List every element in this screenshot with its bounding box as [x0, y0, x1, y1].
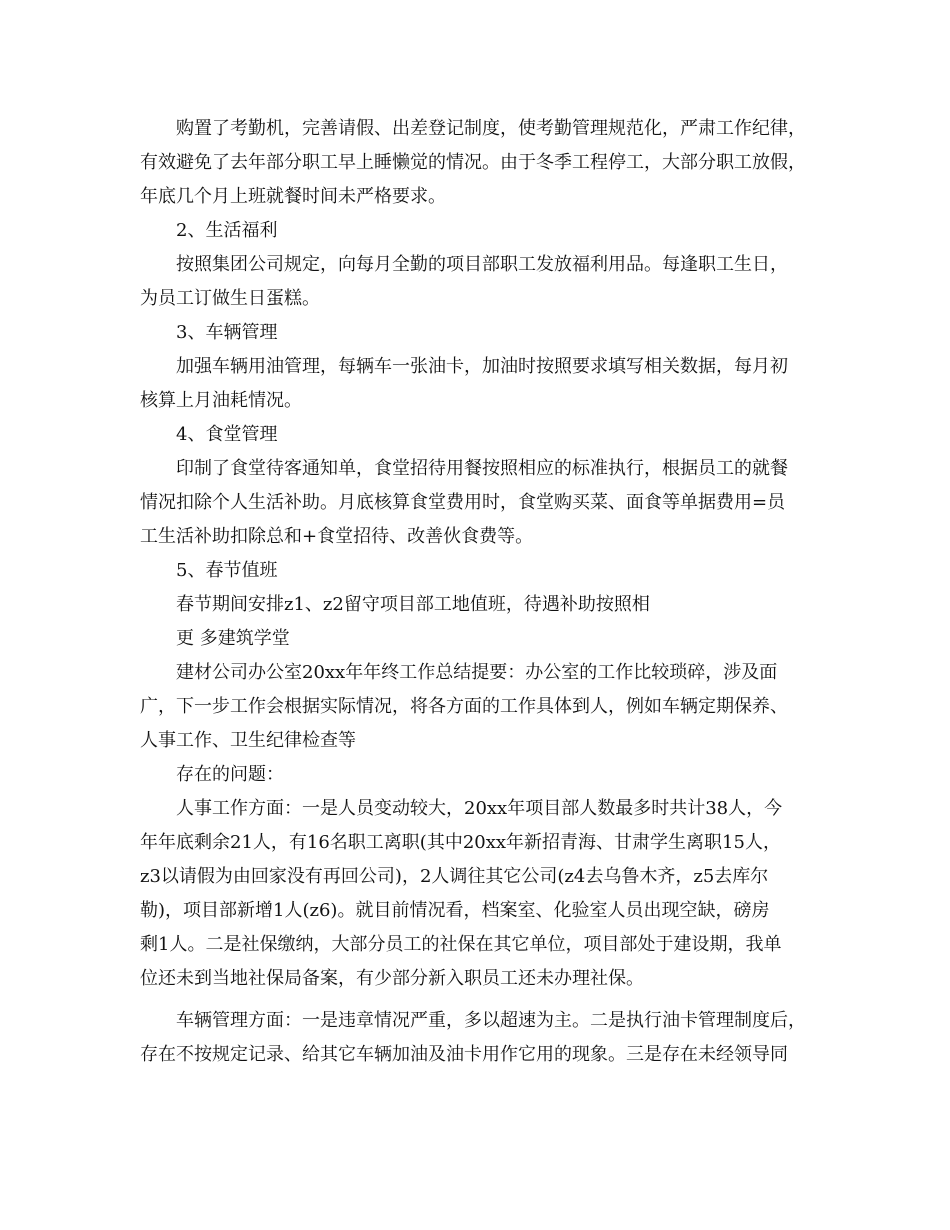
paragraph-line: 为员工订做生日蛋糕。	[140, 288, 320, 309]
paragraph-line: 广，下一步工作会根据实际情况，将各方面的工作具体到人，例如车辆定期保养、	[140, 696, 788, 717]
paragraph-line: 年底几个月上班就餐时间未严格要求。	[140, 186, 446, 207]
section-heading: 2、生活福利	[176, 220, 278, 241]
section-heading: 存在的问题：	[176, 764, 284, 785]
paragraph-line: 人事工作、卫生纪律检查等	[140, 730, 356, 751]
paragraph-line: 印制了食堂待客通知单，食堂招待用餐按照相应的标准执行，根据员工的就餐	[176, 458, 788, 479]
paragraph-line: z3以请假为由回家没有再回公司)，2人调往其它公司(z4去乌鲁木齐，z5去库尔	[140, 866, 769, 887]
paragraph-line: 购置了考勤机，完善请假、出差登记制度，使考勤管理规范化，严肃工作纪律，	[176, 118, 806, 139]
paragraph-line: 建材公司办公室20xx年年终工作总结提要：办公室的工作比较琐碎，涉及面	[176, 662, 778, 683]
paragraph-line: 年年底剩余21人，有16名职工离职(其中20xx年新招青海、甘肃学生离职15人，	[140, 832, 781, 853]
paragraph-line: 车辆管理方面：一是违章情况严重，多以超速为主。二是执行油卡管理制度后，	[176, 1010, 806, 1031]
more-link-text: 更 多建筑学堂	[176, 628, 290, 649]
paragraph-line: 工生活补助扣除总和+食堂招待、改善伙食费等。	[140, 526, 534, 547]
section-heading: 5、春节值班	[176, 560, 278, 581]
paragraph-line: 按照集团公司规定，向每月全勤的项目部职工发放福利用品。每逢职工生日，	[176, 254, 788, 275]
paragraph-line: 情况扣除个人生活补助。月底核算食堂费用时，食堂购买菜、面食等单据费用=员	[140, 492, 786, 513]
paragraph-line: 勒)，项目部新增1人(z6)。就目前情况看，档案室、化验室人员出现空缺，磅房	[140, 900, 770, 921]
section-heading: 3、车辆管理	[176, 322, 278, 343]
paragraph-line: 加强车辆用油管理，每辆车一张油卡，加油时按照要求填写相关数据，每月初	[176, 356, 788, 377]
paragraph-line: 核算上月油耗情况。	[140, 390, 302, 411]
paragraph-line: 剩1人。二是社保缴纳，大部分员工的社保在其它单位，项目部处于建设期，我单	[140, 934, 782, 955]
paragraph-line: 存在不按规定记录、给其它车辆加油及油卡用作它用的现象。三是存在未经领导同	[140, 1044, 788, 1065]
document-body	[140, 112, 830, 1072]
paragraph-line: 位还未到当地社保局备案，有少部分新入职员工还未办理社保。	[140, 968, 644, 989]
paragraph-line: 人事工作方面：一是人员变动较大，20xx年项目部人数最多时共计38人，今	[176, 798, 783, 819]
paragraph-line: 有效避免了去年部分职工早上睡懒觉的情况。由于冬季工程停工，大部分职工放假，	[140, 152, 806, 173]
paragraph-line: 春节期间安排z1、z2留守项目部工地值班，待遇补助按照相	[176, 594, 650, 615]
section-heading: 4、食堂管理	[176, 424, 278, 445]
